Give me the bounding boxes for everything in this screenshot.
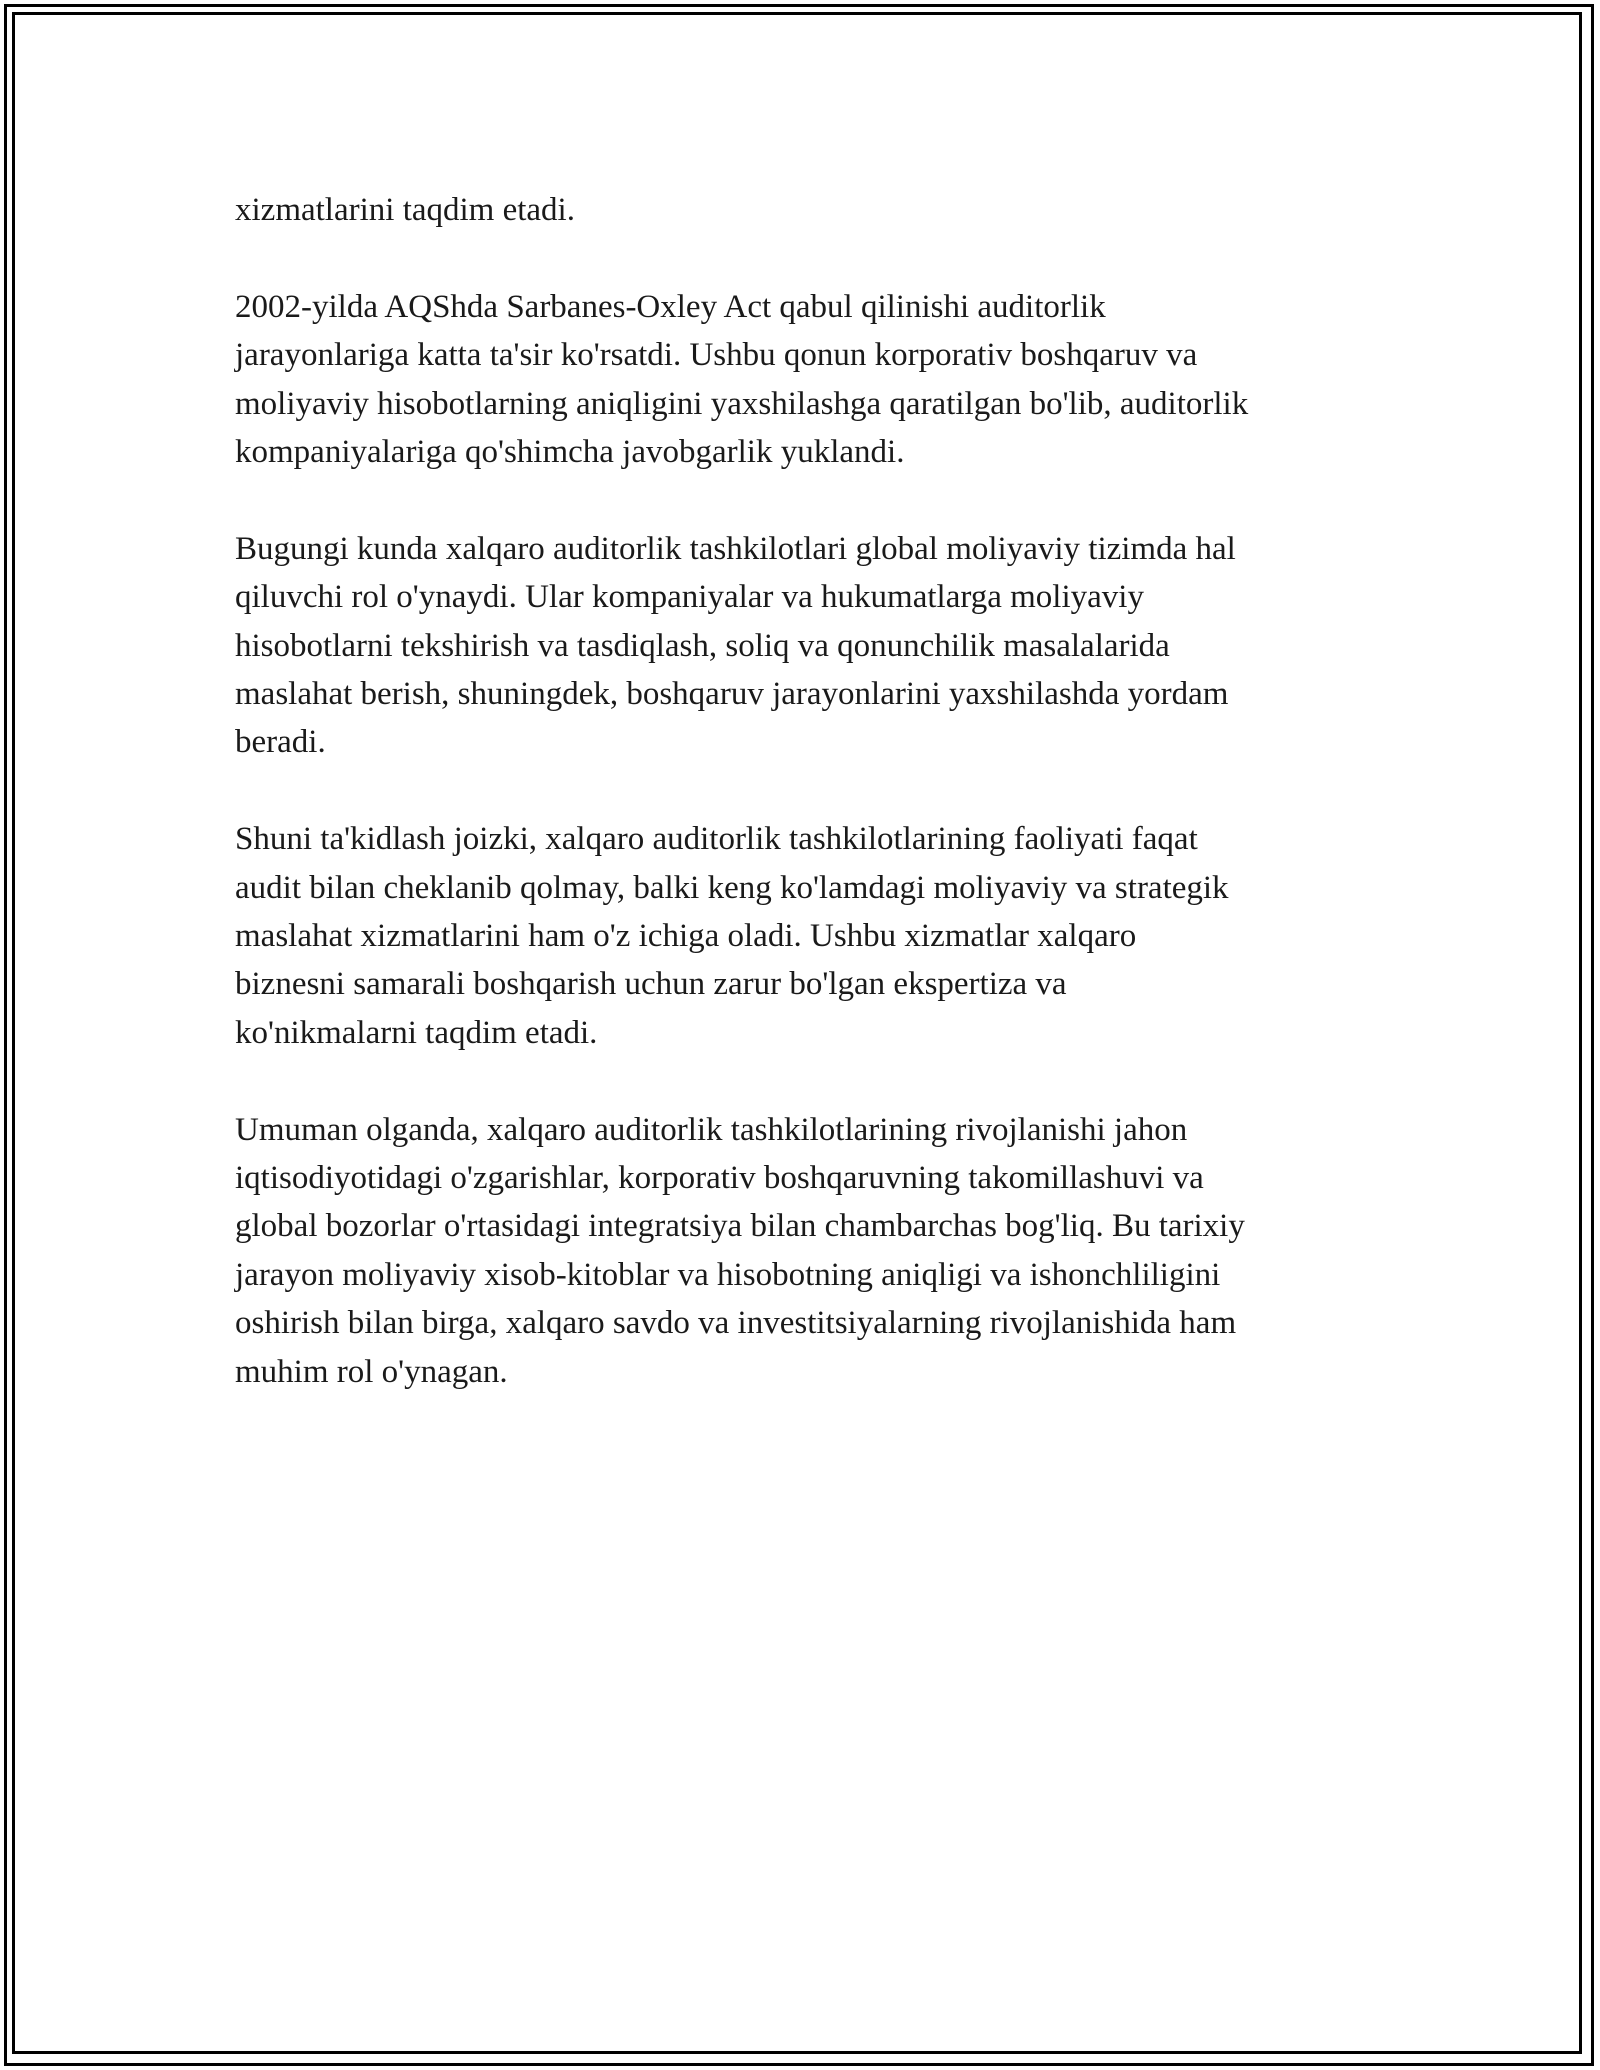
document-body xyxy=(235,186,1370,1444)
paragraph-5: Umuman olganda, xalqaro auditorlik tashkilotlarining rivojlanishi jahon iqtisodiyotidagi o'zgarishlar, korporativ boshqaruvning takomillashuvi va global bozorlar o'rtasidagi integratsiya bilan chambarchas bog'liq. Bu tarixiy jarayon moliyaviy xisob-kitoblar va hisobotning aniqligi va ishonchliligini oshirish bilan birga, xalqaro savdo va investitsiyalarning rivojlanishida ham muhim rol o'ynagan. xyxy=(235,1111,1245,1390)
paragraph-4: Shuni ta'kidlash joizki, xalqaro auditorlik tashkilotlarining faoliyati faqat audit bilan cheklanib qolmay, balki keng ko'lamdagi moliyaviy va strategik maslahat xizmatlarini ham o'z ichiga oladi. Ushbu xizmatlar xalqaro biznesni samarali boshqarish uchun zarur bo'lgan ekspertiza va ko'nikmalarni taqdim etadi. xyxy=(235,821,1229,1051)
paragraph-2: 2002-yilda AQShda Sarbanes-Oxley Act qabul qilinishi auditorlik jarayonlariga katta ta'sir ko'rsatdi. Ushbu qonun korporativ boshqaruv va moliyaviy hisobotlarning aniqligini yaxshilashga qaratilgan bo'lib, auditorlik kompaniyalariga qo'shimcha javobgarlik yuklandi. xyxy=(235,288,1249,471)
paragraph-3: Bugungi kunda xalqaro auditorlik tashkilotlari global moliyaviy tizimda hal qiluvchi rol o'ynaydi. Ular kompaniyalar va hukumatlarga moliyaviy hisobotlarni tekshirish va tasdiqlash, soliq va qonunchilik masalalarida maslahat berish, shuningdek, boshqaruv jarayonlarini yaxshilashda yordam beradi. xyxy=(235,530,1236,761)
paragraph-1: xizmatlarini taqdim etadi. xyxy=(235,192,575,228)
